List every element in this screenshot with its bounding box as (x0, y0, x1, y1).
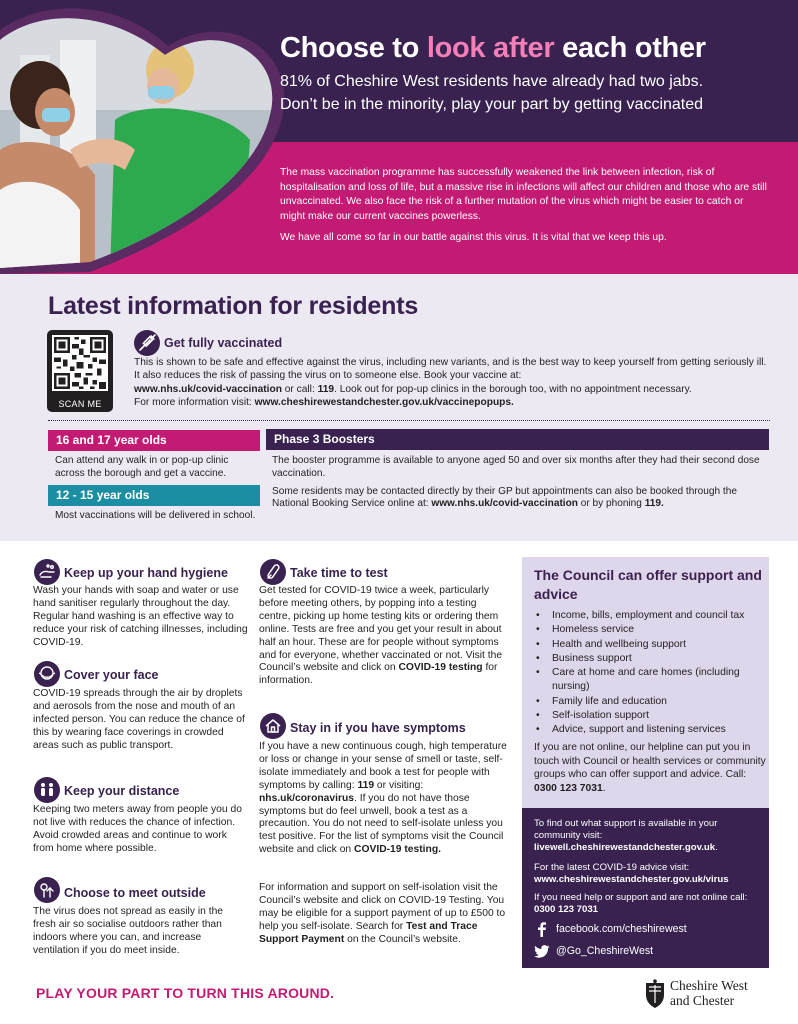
outside-heading: Choose to meet outside (64, 886, 206, 900)
intro-text: The mass vaccination programme has successfully weakened the link between infection, risk of hospitalisation and loss of life, but a massive rise in infections will affect our children and those who are still unvaccinated. We also face the risk of a further mutation of the virus which might be easier to catch or might make our current vaccines powerless. We have all come so far in our battle against this virus. It is vital that we keep this up. (280, 167, 767, 244)
livewell-text: To find out what support is available in your community visit: livewell.cheshirewestandchester.gov.uk. (534, 818, 718, 853)
list-item: • Care at home and care homes (including nursing) (534, 666, 766, 695)
twitter-link[interactable]: @Go_CheshireWest (534, 943, 653, 959)
divider (48, 420, 770, 421)
council-logo (644, 977, 774, 1013)
outside-text: The virus does not spread as easily in the fresh air so socialise outdoors rather than indoors where you can, and increase ventilation if you do meet inside. (33, 906, 224, 956)
outdoors-icon (34, 877, 60, 903)
booking-link[interactable]: www.nhs.uk/covid-vaccination (431, 498, 578, 510)
test-heading: Take time to test (290, 566, 388, 580)
helpline-note: If you are not online, our helpline can put you in touch with Council or health services or community groups who can offer support and advice. Call: 0300 123 7031. (534, 742, 766, 794)
hygiene-text: Wash your hands with soap and water or use hand sanitiser regularly throughout the day. Regular hand washing is an effective way to reduce your risk of catching illnesses, including COVID-19. (33, 585, 248, 648)
qr-code[interactable] (47, 330, 113, 412)
house-icon (260, 713, 286, 739)
stay-in-heading: Stay in if you have symptoms (290, 721, 466, 735)
vaccinated-heading: Get fully vaccinated (164, 336, 283, 350)
list-item: • Advice, support and listening services (534, 723, 766, 737)
boosters-text: The booster programme is available to anyone aged 50 and over six months after they had their second dose vaccination. Some residents may be contacted directly by their GP but appointments can also be booked through the National Booking Service online at: www.nhs.uk/covid-vaccination or by phoning 119. (272, 455, 760, 510)
page-title: Choose to look after each other (280, 32, 706, 64)
distance-heading: Keep your distance (64, 784, 180, 798)
logo-text: Cheshire West and Chester (670, 978, 748, 1008)
age-12-15-text: Most vaccinations will be delivered in school. (55, 510, 256, 521)
hero-heart-photo (0, 0, 300, 274)
list-item: • Self-isolation support (534, 709, 766, 723)
crest-icon (644, 979, 666, 1009)
face-heading: Cover your face (64, 668, 159, 682)
list-item: • Family life and education (534, 695, 766, 709)
vaccination-link[interactable]: www.nhs.uk/covid-vaccination (134, 383, 282, 395)
test-text: Get tested for COVID-19 twice a week, particularly before meeting others, by popping into a testing centre, picking up home testing kits or ordering them online. Tests are free and you get your result in about half an hour. These are for people without symptoms and for everyone, whether vaccinated or not. Visit the Council’s website and click on COVID-19 testing for information. (259, 585, 503, 687)
face-text: COVID-19 spreads through the air by droplets and aerosols from the nose and mouth of an infected person. You can reduce the chance of this by wearing face coverings in crowded areas such as public transport. (33, 688, 245, 751)
facebook-link[interactable]: facebook.com/cheshirewest (534, 921, 687, 937)
list-item: • Health and wellbeing support (534, 638, 766, 652)
distance-text: Keeping two meters away from people you do not live with reduces the chance of infection. Avoid crowded areas and continue to work from home where possible. (33, 804, 242, 854)
syringe-icon (134, 330, 160, 356)
call-to-action: PLAY YOUR PART TO TURN THIS AROUND. (36, 985, 335, 1001)
face-mask-icon (34, 661, 60, 687)
council-title: The Council can offer support and advice (534, 567, 762, 602)
facebook-icon (534, 921, 550, 937)
council-services-list (534, 609, 766, 738)
virus-advice-link[interactable]: www.cheshirewestandchester.gov.uk/virus (534, 874, 729, 885)
distance-icon (34, 777, 60, 803)
vaccinated-text: This is shown to be safe and effective against the virus, including new variants, and is the best way to keep yourself from getting seriously ill. It also reduces the risk of passing the virus on to someone else. Book your vaccine at: www.nhs.uk/covid-vaccination or call: 119. Look out for pop-up clinics in the borough too, with no appointment necessary. For more information visit: www.cheshirewestandchester.gov.uk/vaccinepopups. (134, 357, 767, 409)
list-item: • Business support (534, 652, 766, 666)
list-item: • Homeless service (534, 623, 766, 637)
hand-wash-icon (34, 559, 60, 585)
isolation-support-text: For information and support on self-isolation visit the Council’s website and click on COVID-19 Testing. You may be eligible for a support payment of up to £500 to help you self-isolate. Search for Test and Trace Support Payment on the Council’s website. (259, 882, 506, 945)
livewell-link[interactable]: livewell.cheshirewestandchester.gov.uk (534, 842, 716, 853)
help-text: If you need help or support and are not online call: 0300 123 7031 (534, 892, 748, 915)
age-16-17-text: Can attend any walk in or pop-up clinic across the borough and get a vaccine. (55, 455, 229, 479)
test-tube-icon (260, 559, 286, 585)
boosters-heading: Phase 3 Boosters (266, 429, 769, 450)
advice-text: For the latest COVID-19 advice visit: www.cheshirewestandchester.gov.uk/virus (534, 862, 729, 885)
hygiene-heading: Keep up your hand hygiene (64, 566, 228, 580)
stay-in-text: If you have a new continuous cough, high temperature or loss or change in your sense of smell or taste, self-isolate immediately and book a test for people with symptoms by calling: 119 or visiting: nhs.uk/coronavirus. If you do not have those symptoms but do feel unwell, book a test as a precaution. You do not need to self-isolate unless you test positive. For the list of symptoms visit the Council website and click on COVID-19 testing. (259, 741, 507, 856)
qr-label: SCAN ME (58, 399, 102, 409)
page-subtitle: 81% of Cheshire West residents have already had two jabs. Don’t be in the minority, play your part by getting vaccinated (280, 73, 704, 113)
popups-link[interactable]: www.cheshirewestandchester.gov.uk/vaccinepopups. (254, 397, 514, 409)
latest-info-title: Latest information for residents (48, 292, 419, 320)
age-12-15-heading: 12 - 15 year olds (48, 485, 260, 506)
age-16-17-heading: 16 and 17 year olds (48, 430, 260, 451)
list-item: • Income, bills, employment and council tax (534, 609, 766, 623)
twitter-icon (534, 943, 550, 959)
